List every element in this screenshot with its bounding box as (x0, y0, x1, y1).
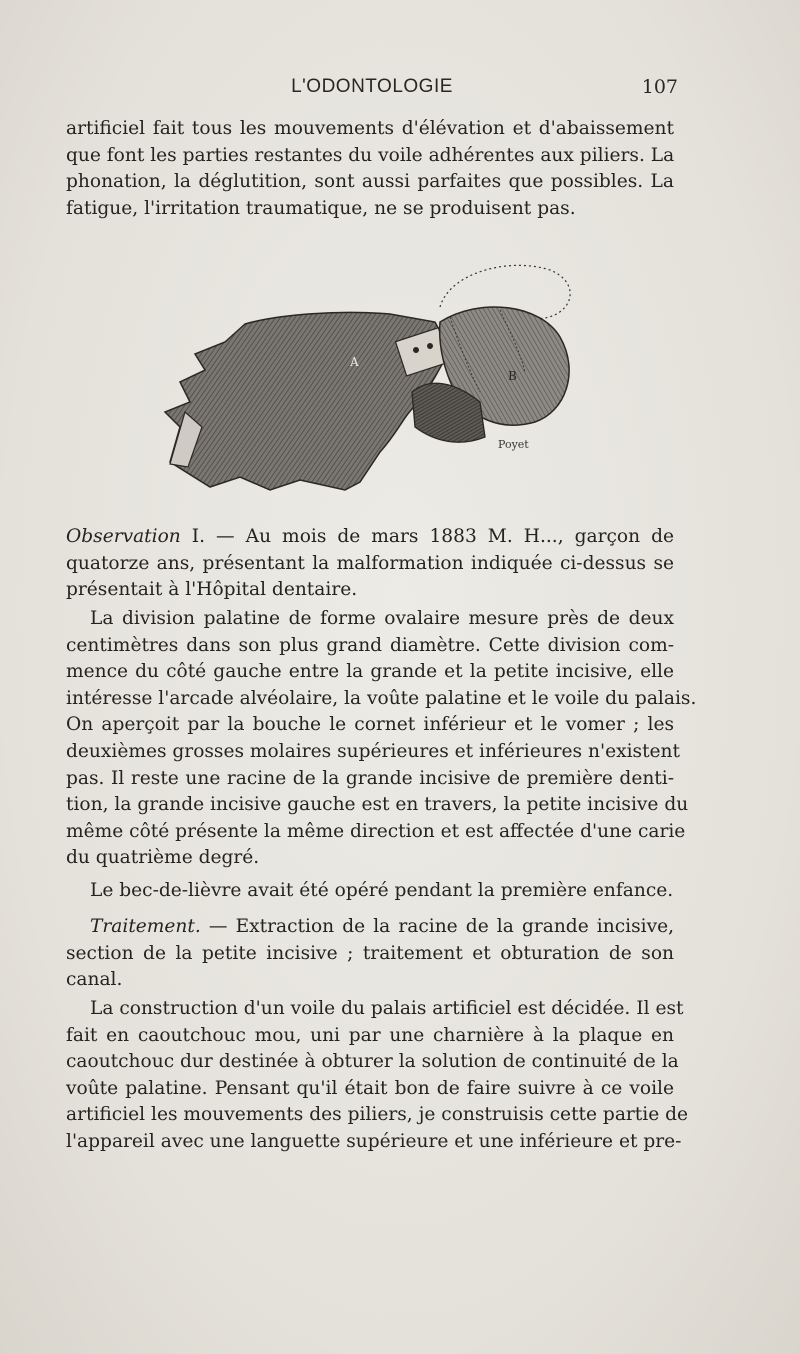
engraver-signature: Poyet (498, 438, 529, 451)
page-number: 107 (641, 76, 678, 98)
text-line: l'appareil avec une languette supérieure et une inférieure et pre- (66, 1130, 682, 1152)
label-b: B (508, 369, 517, 383)
text-line: intéresse l'arcade alvéolaire, la voûte palatine et le voile du palais. (66, 687, 697, 709)
text-line: centimètres dans son plus grand diamètre. Cette division com- (66, 634, 674, 656)
palate-apparatus-engraving (150, 252, 590, 502)
text-line: section de la petite incisive ; traitement et obturation de son (66, 942, 674, 964)
palate-apparatus-figure (150, 252, 590, 502)
text-line: que font les parties restantes du voile adhérentes aux piliers. La (66, 144, 675, 166)
observation-heading: Observation (66, 526, 181, 547)
text-line: phonation, la déglutition, sont aussi parfaites que possibles. La (66, 171, 674, 193)
construction-paragraph (66, 996, 689, 1156)
text-line: mence du côté gauche entre la grande et la petite incisive, elle (66, 661, 674, 683)
text-line: Le bec-de-lièvre avait été opéré pendant la première enfance. (90, 880, 674, 901)
text-line: du quatrième degré. (66, 847, 260, 869)
text-line: présentait à l'Hôpital dentaire. (66, 579, 358, 601)
text-line: deuxièmes grosses molaires supérieures et inférieures n'existent (66, 740, 681, 762)
division-paragraph (66, 606, 697, 872)
text-line: pas. Il reste une racine de la grande incisive de première denti- (66, 767, 674, 789)
text-line: artificiel fait tous les mouvements d'élévation et d'abaissement (66, 118, 674, 139)
text-line (66, 914, 674, 941)
text-line: canal. (66, 969, 123, 991)
text-line: On aperçoit par la bouche le cornet inférieur et le vomer ; les (66, 714, 674, 736)
observation-paragraph (66, 524, 674, 604)
text-line: tion, la grande incisive gauche est en travers, la petite incisive du (66, 794, 689, 816)
label-a: A (350, 355, 359, 369)
observation-heading-rest: I. — Au mois de mars 1883 M. H..., garçon de (180, 526, 674, 547)
text-line: La construction d'un voile du palais artificiel est décidée. Il est (90, 998, 684, 1019)
text-line: La division palatine de forme ovalaire mesure près de deux (90, 608, 674, 629)
text-line: quatorze ans, présentant la malformation indiquée ci-dessus se (66, 552, 674, 574)
traitement-paragraph (66, 914, 674, 994)
bec-paragraph (66, 878, 674, 905)
page-header (66, 76, 678, 104)
text-line: voûte palatine. Pensant qu'il était bon de faire suivre à ce voile (66, 1077, 674, 1099)
text-line: artificiel les mouvements des piliers, je construisis cette partie de (66, 1104, 689, 1126)
running-title: L'ODONTOLOGIE (291, 76, 453, 97)
text-line: même côté présente la même direction et est affectée d'une carie (66, 820, 686, 842)
traitement-heading-rest: — Extraction de la racine de la grande incisive, (200, 916, 674, 937)
intro-paragraph (66, 116, 674, 222)
text-line: fait en caoutchouc mou, uni par une charnière à la plaque en (66, 1024, 674, 1046)
text-line: fatigue, l'irritation traumatique, ne se produisent pas. (66, 197, 576, 219)
traitement-heading: Traitement. (90, 916, 201, 937)
text-line: caoutchouc dur destinée à obturer la solution de continuité de la (66, 1051, 679, 1073)
text-line (66, 524, 674, 551)
